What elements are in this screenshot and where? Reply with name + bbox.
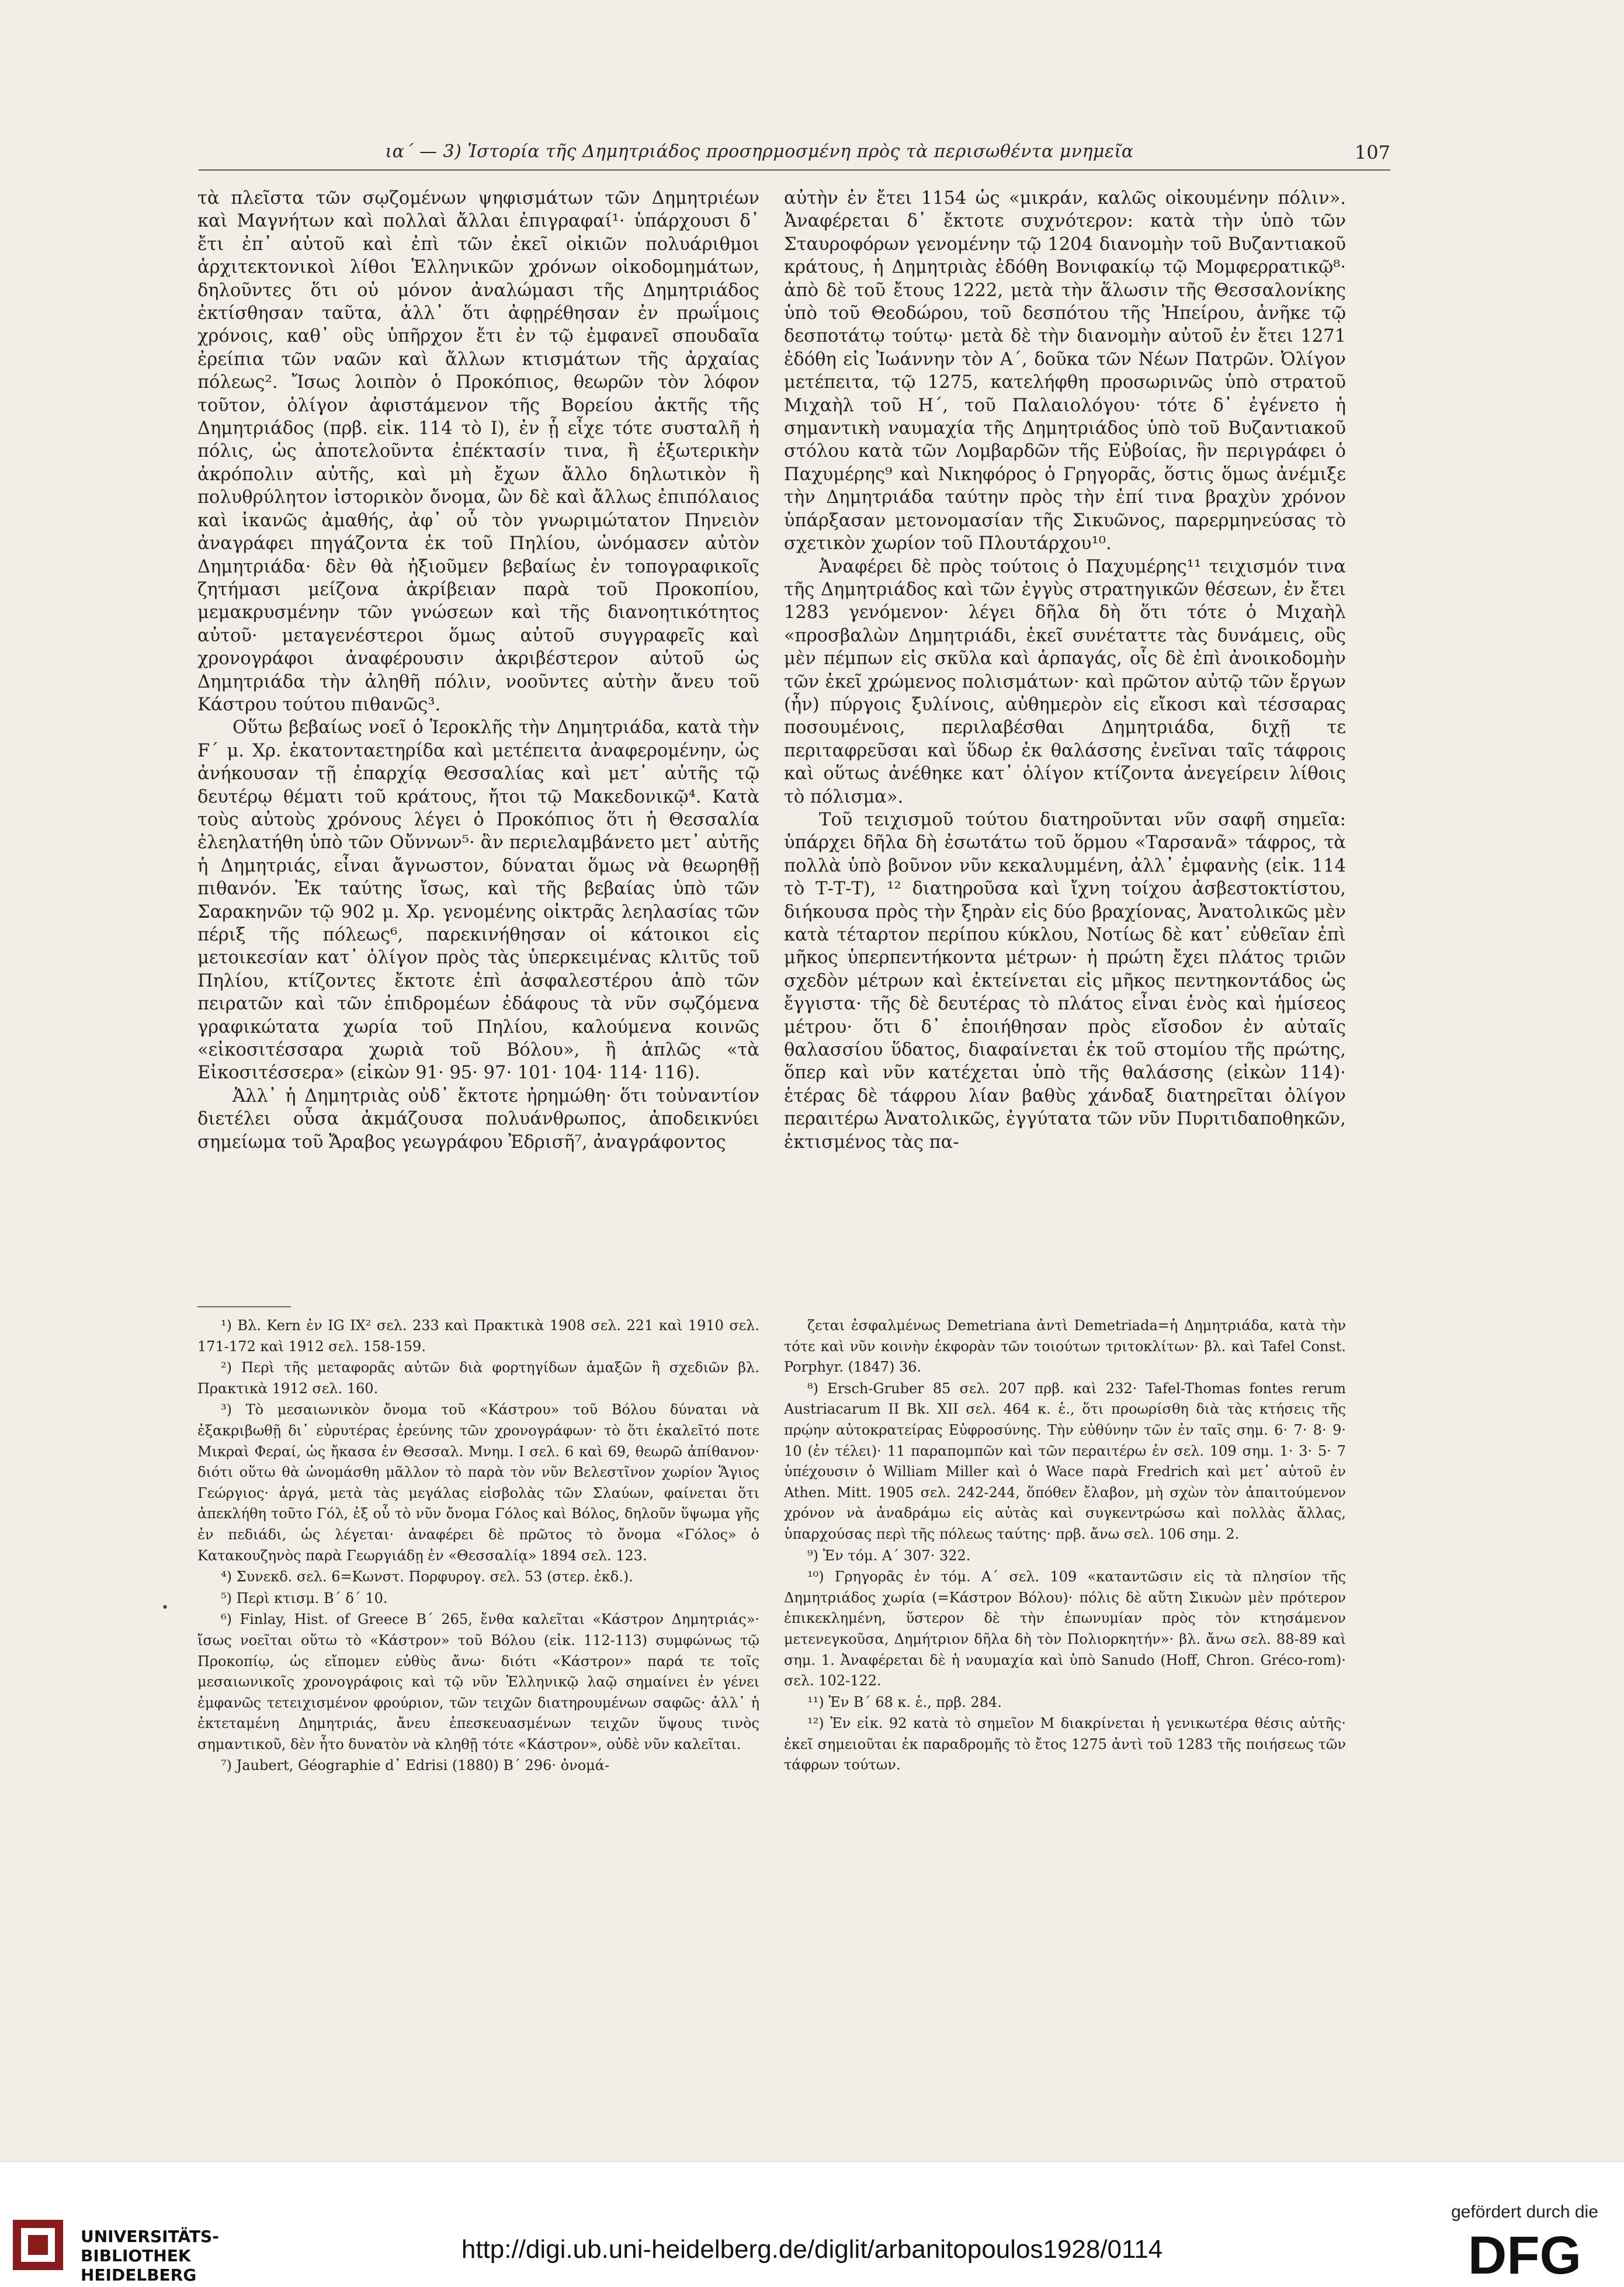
- right-paragraph-1: αὐτὴν ἐν ἔτει 1154 ὡς «μικράν, καλῶς οἰκουμένην πόλιν». Ἀναφέρεται δ᾽ ἔκτοτε συχνότερον: κατὰ τὴν ὑπὸ τῶν Σταυροφόρων γενομένην τῷ 1204 διανομὴν τοῦ Βυζαντιακοῦ κράτους, ἡ Δημητριὰς ἐδόθη Βονιφακίῳ τῷ Μομφερρατικῷ⁸· ἀπὸ δὲ τοῦ ἔτους 1222, μετὰ τὴν ἅλωσιν τῆς Θεσσαλονίκης ὑπὸ τοῦ Θεοδώρου, τοῦ δεσπότου τῆς Ἠπείρου, ἀνῆκε τῷ δεσποτάτῳ τούτῳ· μετὰ δὲ τὴν διανομὴν αὐτοῦ ἐν ἔτει 1271 ἐδόθη εἰς Ἰωάννην τὸν Α΄, δοῦκα τῶν Νέων Πατρῶν. Ὀλίγον μετέπειτα, τῷ 1275, κατελήφθη προσωρινῶς ὑπὸ στρατοῦ Μιχαὴλ τοῦ Η΄, τοῦ Παλαιολόγου· τότε δ᾽ ἐγένετο ἡ σημαντικὴ ναυμαχία τῆς Δημητριάδος ὑπὸ τοῦ Βυζαντιακοῦ στόλου κατὰ τῶν Λομβαρδῶν τῆς Εὐβοίας, ἣν περιγράφει ὁ Παχυμέρης⁹ καὶ Νικηφόρος ὁ Γρηγορᾶς, ὅστις ὅμως ἀνέμιξε τὴν Δημητριάδα ταύτην πρὸς τὴν ἐπί τινα βραχὺν χρόνον ὑπάρξασαν μετονομασίαν τῆς Σικυῶνος, παρερμηνεύσας τὸ σχετικὸν χωρίον τοῦ Πλουτάρχου¹⁰.: [784, 188, 1346, 554]
- left-column: [197, 187, 759, 1154]
- right-paragraph-2: Ἀναφέρει δὲ πρὸς τούτοις ὁ Παχυμέρης¹¹ τειχισμόν τινα τῆς Δημητριάδος καὶ τῶν ἐγγὺς στρατηγικῶν θέσεων, ἐν ἔτει 1283 γενόμενον· λέγει δῆλα δὴ ὅτι τότε ὁ Μιχαὴλ «προσβαλὼν Δημητριάδι, ἐκεῖ συνέταττε τὰς δυνάμεις, οὓς μὲν πέμπων εἰς σκῦλα καὶ ἁρπαγάς, οἷς δὲ ἐπὶ ἀνοικοδομὴν τῶν ἐκεῖ χρώμενος πολισμάτων· καὶ πρῶτον αὐτῷ τῶν ἔργων (ἦν) πύργοις ξυλίνοις, αὐθημερὸν εἰς εἴκοσι καὶ τέσσαρας ποσουμένοις, περιλαβέσθαι Δημητριάδα, διχῇ τε περιταφρεῦσαι καὶ ὕδωρ ἐκ θαλάσσης ἐνεῖναι ταῖς τάφροις καὶ οὕτως ἀνέθηκε κατ᾽ ὀλίγον κτίζοντα ἀνεγείρειν λίθοις τὸ πόλισμα».: [784, 556, 1346, 807]
- footnote-rule: [197, 1306, 291, 1307]
- header-rule: [199, 169, 1390, 171]
- footnote: ⁹) Ἐν τόμ. Α΄ 307· 322.: [807, 1547, 971, 1564]
- left-paragraph-2: Οὕτω βεβαίως νοεῖ ὁ Ἱεροκλῆς τὴν Δημητριάδα, κατὰ τὴν F΄ μ. Χρ. ἑκατονταετηρίδα καὶ μετέπειτα ἀναφερομένην, ὡς ἀνήκουσαν τῇ ἐπαρχίᾳ Θεσσαλίας καὶ μετ᾽ αὐτῆς τῷ δευτέρῳ θέματι τοῦ κράτους, ἤτοι τῷ Μακεδονικῷ⁴. Κατὰ τοὺς αὐτοὺς χρόνους λέγει ὁ Προκόπιος ὅτι ἡ Θεσσαλία ἐλεηλατήθη ὑπὸ τῶν Οὔννων⁵· ἂν περιελαμβάνετο μετ᾽ αὐτῆς ἡ Δημητριάς, εἶναι ἄγνωστον, δύναται ὅμως νὰ θεωρηθῇ πιθανόν. Ἐκ ταύτης ἴσως, καὶ τῆς βεβαίας ὑπὸ τῶν Σαρακηνῶν τῷ 902 μ. Χρ. γενομένης οἰκτρᾶς λεηλασίας τῶν πέριξ τῆς πόλεως⁶, παρεκινήθησαν οἱ κάτοικοι εἰς μετοικεσίαν κατ᾽ ὀλίγον πρὸς τὰς ὑπερκειμένας κλιτῦς τοῦ Πηλίου, κτίζοντες ἔκτοτε ἐπὶ ἀσφαλεστέρου ἀπὸ τῶν πειρατῶν καὶ τῶν ἐπιδρομέων ἐδάφους τὰ νῦν σῳζόμενα γραφικώτατα χωρία τοῦ Πηλίου, καλούμενα κοινῶς «εἰκοσιτέσσαρα χωριὰ τοῦ Βόλου», ἢ ἁπλῶς «τὰ Εἰκοσιτέσσερα» (εἰκὼν 91· 95· 97· 101· 104· 114· 116).: [197, 717, 759, 1084]
- footnote: ⁵) Περὶ κτισμ. Β΄ δ΄ 10.: [221, 1590, 388, 1606]
- right-paragraph-3: Τοῦ τειχισμοῦ τούτου διατηροῦνται νῦν σαφῆ σημεῖα: ὑπάρχει δῆλα δὴ ἐσωτάτω τοῦ ὅρμου «Ταρσανᾶ» τάφρος, τὰ πολλὰ ὑπὸ βοῦνον νῦν κεκαλυμμένη, ἀλλ᾽ ἐμφανὴς (εἰκ. 114 τὸ Τ-Τ-Τ), ¹² διατηροῦσα καὶ ἴχνη τοίχου ἀσβεστοκτίστου, διήκουσα πρὸς τὴν ξηρὰν εἰς δύο βραχίονας, Ἀνατολικῶς μὲν κατὰ τέταρτον περίπου κύκλου, Νοτίως δὲ κατ᾽ εὐθεῖαν ἐπὶ μῆκος ὑπερπεντήκοντα μέτρων· ἡ πρώτη ἔχει πλάτος τριῶν σχεδὸν μέτρων καὶ ἐκτείνεται εἰς μῆκος πεντηκοντάδος ὡς ἔγγιστα· τῆς δὲ δευτέρας τὸ πλάτος εἶναι ἑνὸς καὶ ἡμίσεος μέτρου· ὅτι δ᾽ ἐποιήθησαν πρὸς εἴσοδον ἐν αὐταῖς θαλασσίου ὕδατος, διαφαίνεται ἐκ τοῦ στομίου τῆς πρώτης, ὅπερ καὶ νῦν κατέχεται ὑπὸ τῆς θαλάσσης (εἰκὼν 114)· ἑτέρας δὲ τάφρου λίαν βαθὺς χάνδαξ διατηρεῖται ὀλίγον περαιτέρω Ἀνατολικῶς, ἐγγύτατα τῶν νῦν Πυριτιδαποθηκῶν, ἐκτισμένος τὰς πα-: [784, 809, 1346, 1153]
- footnote: ²) Περὶ τῆς μεταφορᾶς αὐτῶν διὰ φορτηγίδων ἁμαξῶν ἢ σχεδιῶν βλ. Πρακτικὰ 1912 σελ. 160.: [197, 1359, 759, 1397]
- footnote: ¹²) Ἐν εἰκ. 92 κατὰ τὸ σημεῖον Μ διακρίνεται ἡ γενικωτέρα θέσις αὐτῆς· ἐκεῖ σημειοῦται ἐκ παραδρομῆς τὸ ἔτος 1275 ἀντὶ τοῦ 1283 τῆς ποιήσεως τῶν τάφρων τούτων.: [784, 1715, 1346, 1774]
- footnote: ¹⁰) Γρηγορᾶς ἐν τόμ. Α΄ σελ. 109 «καταντῶσιν εἰς τὰ πλησίον τῆς Δημητριάδος χωρία (=Κάστρον Βόλου)· πόλις δὲ αὕτη Σικυὼν μὲν πρότερον ἐπικεκλημένη, ὕστερον δὲ τὴν ἐπωνυμίαν πρὸς τὸν κτησάμενον μετενεγκοῦσα, Δημήτριον δῆλα δὴ τὸν Πολιορκητήν»· βλ. ἄνω σελ. 88-89 καὶ σημ. 1. Ἀναφέρεται δὲ ἡ ναυμαχία καὶ ὑπὸ Sanudo (Hoff, Chron. Gréco-rom)· σελ. 102-122.: [784, 1568, 1346, 1689]
- viewer-footer: [0, 2161, 1624, 2287]
- running-title: ια΄ — 3) Ἱστορία τῆς Δημητριάδος προσηρμοσμένη πρὸς τὰ περισωθέντα μνημεῖα: [385, 141, 1134, 162]
- footnote: ζεται ἐσφαλμένως Demetriana ἀντὶ Demetriada=ἡ Δημητριάδα, κατὰ τὴν τότε καὶ νῦν κοινὴν ἐκφορὰν τῶν τοιούτων τριτοκλίτων· βλ. καὶ Tafel Const. Porphyr. (1847) 36.: [784, 1317, 1346, 1376]
- permalink-url[interactable]: http://digi.ub.uni-heidelberg.de/diglit/arbanitopoulos1928/0114: [461, 2235, 1163, 2264]
- footnote: ⁷) Jaubert, Géographie d᾽ Edrisi (1880) Β΄ 296· ὀνομά-: [221, 1757, 610, 1774]
- footnote: ⁴) Συνεκδ. σελ. 6=Κωνστ. Πορφυρογ. σελ. 53 (στερ. ἐκδ.).: [221, 1568, 633, 1585]
- university-name: UNIVERSITÄTS- BIBLIOTHEK HEIDELBERG: [81, 2227, 219, 2285]
- page-number: 107: [1354, 141, 1390, 164]
- margin-dot-icon: •: [161, 1601, 169, 1615]
- footnote: ¹¹) Ἐν Β΄ 68 κ. ἑ., πρβ. 284.: [807, 1693, 1002, 1710]
- dfg-logo-text: DFG: [1467, 2227, 1582, 2279]
- footnote: ⁸) Ersch-Gruber 85 σελ. 207 πρβ. καὶ 232· Tafel-Thomas fontes rerum Austriacarum II Bk. XII σελ. 464 κ. ἑ., ὅτι προωρίσθη διὰ τὰς κτήσεις τῆς πρῴην αὐτοκρατείρας Εὐφροσύνης. Τὴν εὐθύνην τῶν ἐν ταῖς σημ. 6· 7· 8· 9· 10 (ἐν τέλει)· 11 παραπομπῶν καὶ τῶν περαιτέρω ἐν σελ. 109 σημ. 1· 3· 5· 7 ὑπέχουσιν ὁ William Miller καὶ ὁ Wace παρὰ Fredrich καὶ μετ᾽ αὐτοῦ ἐν Athen. Mitt. 1905 σελ. 242-244, ὅπόθεν ἔλαβον, μὴ σχὼν τὸν ἀπαιτούμενον χρόνον νὰ ἀναδράμω εἰς αὐτὰς καὶ συγκεντρώσω καὶ πολλὰς ἄλλας, ὑπαρχούσας περὶ τῆς πόλεως ταύτης· πρβ. ἄνω σελ. 106 σημ. 2.: [784, 1380, 1346, 1542]
- footnote: ⁶) Finlay, Hist. of Greece Β΄ 265, ἔνθα καλεῖται «Κάστρον Δημητριάς»· ἴσως νοεῖται οὕτω τὸ «Κάστρον» τοῦ Βόλου (εἰκ. 112-113) συμφώνως τῷ Προκοπίῳ, ὡς εἴπομεν εὐθὺς ἄνω· διότι «Κάστρον» παρά τε τοῖς μεσαιωνικοῖς χρονογράφοις καὶ τῷ νῦν Ἑλληνικῷ λαῷ σημαίνει ἐν γένει ἐμφανῶς τετειχισμένον φρούριον, τῶν τειχῶν διατηρουμένων σαφῶς· ἀλλ᾽ ἡ ἐκτεταμένη Δημητριάς, ἄνευ ἐπεσκευασμένων τειχῶν ὕψους τινὸς σημαντικοῦ, δὲν ἦτο δυνατὸν νὰ κληθῇ τότε «Κάστρον», οὐδὲ νῦν καλεῖται.: [197, 1611, 759, 1752]
- right-column: [784, 187, 1346, 1154]
- left-paragraph-1: τὰ πλεῖστα τῶν σῳζομένων ψηφισμάτων τῶν Δημητριέων καὶ Μαγνήτων καὶ πολλαὶ ἄλλαι ἐπιγραφαί¹· ὑπάρχουσι δ᾽ ἔτι ἐπ᾽ αὐτοῦ καὶ ἐπὶ τῶν ἐκεῖ οἰκιῶν πολυάριθμοι ἀρχιτεκτονικοὶ λίθοι Ἑλληνικῶν χρόνων οἰκοδομημάτων, δηλοῦντες ὅτι οὐ μόνον ἀναλώμασι τῆς Δημητριάδος ἐκτίσθησαν ταῦτα, ἀλλ᾽ ὅτι ἀφῃρέθησαν ἐν πρωΐμοις χρόνοις, καθ᾽ οὓς ὑπῆρχον ἔτι ἐν τῷ ἐμφανεῖ σπουδαῖα ἐρείπια τῶν ναῶν καὶ ἄλλων κτισμάτων τῆς ἀρχαίας πόλεως². Ἴσως λοιπὸν ὁ Προκόπιος, θεωρῶν τὸν λόφον τοῦτον, ὀλίγον ἀφιστάμενον τῆς Βορείου ἀκτῆς τῆς Δημητριάδος (πρβ. εἰκ. 114 τὸ Ι), ἐν ᾗ εἶχε τότε συσταλῆ ἡ πόλις, ὡς ἀποτελοῦντα ἐπέκτασίν τινα, ἢ ἐξωτερικὴν ἀκρόπολιν αὐτῆς, καὶ μὴ ἔχων ἄλλο δηλωτικὸν ἢ πολυθρύλητον ἱστορικὸν ὄνομα, ὢν δὲ καὶ ἄλλως ἐπιπόλαιος καὶ ἱκανῶς ἀμαθής, ἀφ᾽ οὗ τὸν γνωριμώτατον Πηνειὸν ἀναγράφει πηγάζοντα ἐκ τοῦ Πηλίου, ὠνόμασεν αὐτὸν Δημητριάδα· δὲν θὰ ἠξιοῦμεν βεβαίως ἐν τοπογραφικοῖς ζητήμασι μείζονα ἀκρίβειαν παρὰ τοῦ Προκοπίου, μεμακρυσμένην τῶν γνώσεων καὶ τῆς διανοητικότητος αὐτοῦ· μεταγενέστεροι ὅμως αὐτοῦ συγγραφεῖς καὶ χρονογράφοι ἀναφέρουσιν ἀκριβέστερον αὐτοῦ ὡς Δημητριάδα τὴν ἀληθῆ πόλιν, νοοῦντες αὐτὴν ἄνευ τοῦ Κάστρου τούτου πιθανῶς³.: [197, 188, 759, 715]
- footnote: ¹) Βλ. Kern ἐν IG IX² σελ. 233 καὶ Πρακτικὰ 1908 σελ. 221 καὶ 1910 σελ. 171-172 καὶ 1912 σελ. 158-159.: [197, 1317, 759, 1355]
- left-paragraph-3: Ἀλλ᾽ ἡ Δημητριὰς οὐδ᾽ ἔκτοτε ἠρημώθη· ὅτι τοὐναντίον διετέλει οὖσα ἀκμάζουσα πολυάνθρωπος, ἀποδεικνύει σημείωμα τοῦ Ἄραβος γεωγράφου Ἐδρισῆ⁷, ἀναγράφοντος: [197, 1085, 759, 1153]
- funded-by-label: gefördert durch die: [1451, 2202, 1598, 2222]
- dfg-logo-icon: [1449, 2227, 1601, 2279]
- footnotes-left: [197, 1316, 759, 1777]
- footnote: ³) Τὸ μεσαιωνικὸν ὄνομα τοῦ «Κάστρου» τοῦ Βόλου δύναται νὰ ἐξακριβωθῇ δι᾽ εὐρυτέρας ἐρεύνης τῶν χρονογράφων· τὸ ὅτι ἐκαλεῖτό ποτε Μικραὶ Φεραί, ὡς ἤκασα ἐν Θεσσαλ. Μνημ. Ι σελ. 6 καὶ 69, θεωρῶ ἀπίθανον· διότι οὕτω θὰ ὠνομάσθη μᾶλλον τὸ παρὰ τὸν νῦν Βελεστῖνον χωρίον Ἅγιος Γεώργιος· ἀργά, μετὰ τὰς μεγάλας εἰσβολὰς τῶν Σλαύων, φαίνεται ὅτι ἀπεκλήθη τοῦτο Γόλ, ἐξ οὗ τὸ νῦν ὄνομα Γόλος καὶ Βόλος, δηλοῦν ὕψωμα γῆς ἐν πεδιάδι, ὡς λέγεται· ἀναφέρει δὲ πρῶτος τὸ ὄνομα «Γόλος» ὁ Κατακουζηνὸς παρὰ Γεωργιάδῃ ἐν «Θεσσαλίᾳ» 1894 σελ. 123.: [197, 1401, 759, 1564]
- running-header: [199, 136, 1390, 171]
- footnotes-right: [784, 1316, 1346, 1776]
- permalink: [0, 2235, 1624, 2264]
